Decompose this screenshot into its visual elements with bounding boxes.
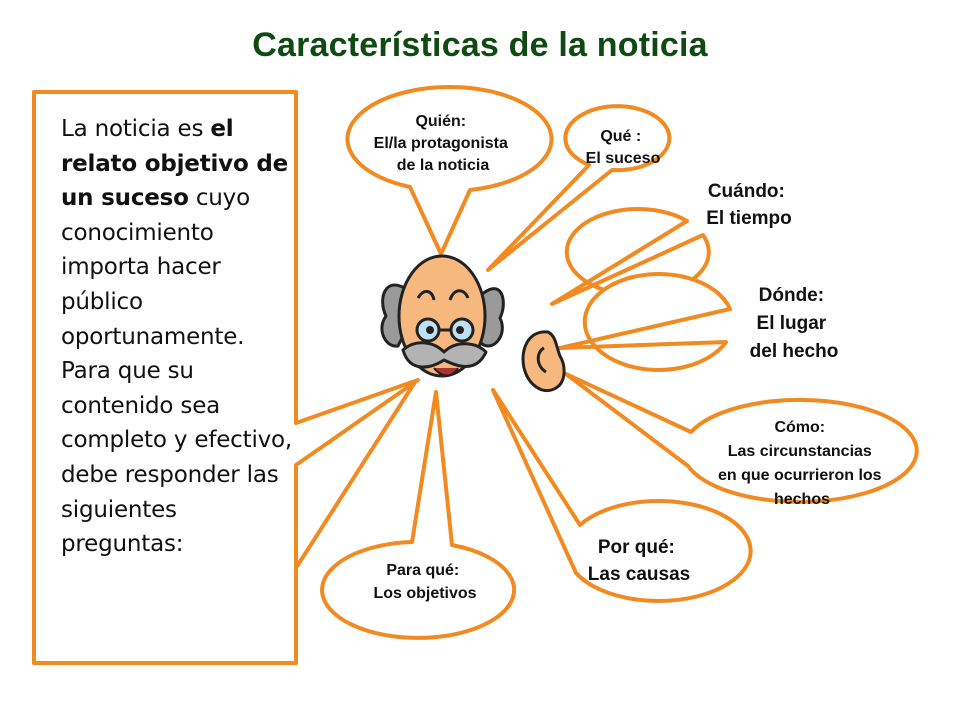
description-intro: La noticia es <box>61 116 211 142</box>
bubble-como-line-2: en que ocurrieron los <box>717 467 882 484</box>
description-emphasis: el relato objetivo de un suceso <box>61 116 289 212</box>
bubble-donde-line-2: del hecho <box>749 341 839 362</box>
bubble-donde-line-1: El lugar <box>756 313 827 334</box>
bubble-cuando-text <box>706 181 792 229</box>
bubble-quien-line-2: de la noticia <box>396 157 490 174</box>
bubble-cuando-line-1: El tiempo <box>706 208 792 229</box>
bubble-por-que-label: Por qué: <box>597 537 675 558</box>
bubble-donde-label: Dónde: <box>758 285 825 306</box>
bubble-quien-label: Quién: <box>415 113 467 130</box>
bubble-que-label: Qué : <box>600 128 642 145</box>
bubble-para-que-line-1: Los objetivos <box>373 585 477 602</box>
old-man-icon <box>382 256 503 376</box>
bubble-como-label: Cómo: <box>774 419 826 436</box>
ear-icon <box>523 332 564 391</box>
bubble-para-que-label: Para qué: <box>386 562 460 579</box>
bubble-como-line-3: hechos <box>773 491 831 508</box>
bubble-cuando-label: Cuándo: <box>707 181 785 202</box>
description-text <box>61 112 293 562</box>
bubble-donde-text <box>750 285 839 362</box>
bubble-por-que-line-1: Las causas <box>587 564 691 585</box>
description-body: cuyo conocimiento importa hacer público oportunamente. Para que su contenido sea completo y efectivo, debe responder las siguientes preguntas: <box>61 185 293 558</box>
bubble-como-line-1: Las circunstancias <box>727 443 872 460</box>
bubble-que-line-1: El suceso <box>585 150 661 167</box>
slide-title: Características de la noticia <box>252 26 708 64</box>
bubble-quien-line-1: El/la protagonista <box>373 135 508 152</box>
